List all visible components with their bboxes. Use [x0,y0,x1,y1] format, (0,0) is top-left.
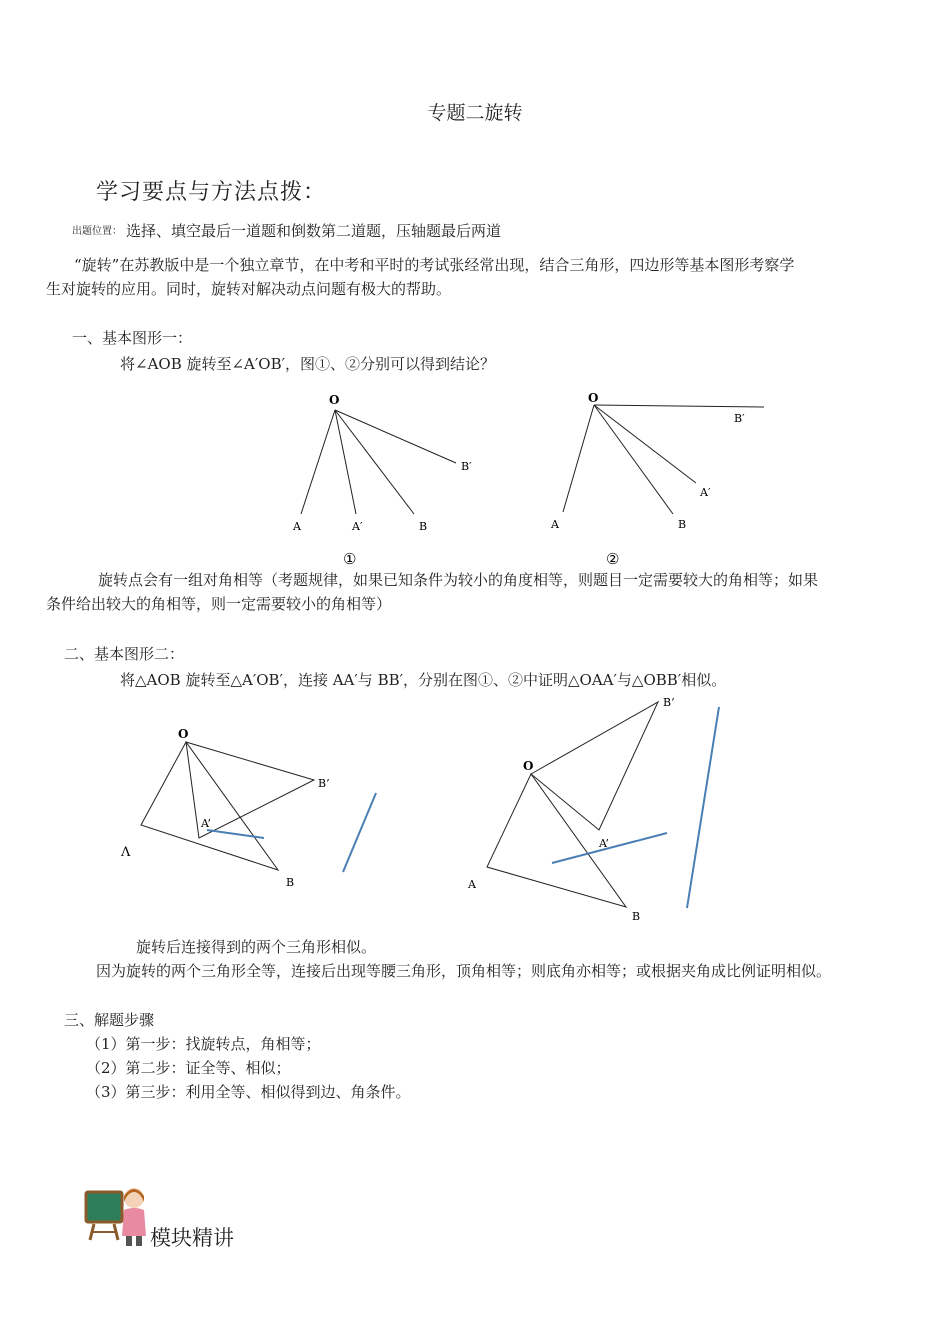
fig4-line-aa [552,833,667,863]
page-title: 专题二旋转 [427,102,523,124]
fig3-label-b: B [286,876,295,889]
fig4-triangles [487,702,658,907]
fig3-line-aa [207,830,264,838]
fig4-label-b-prime: B’ [663,696,675,709]
section1-note-line-2: 条件给出较大的角相等，则一定需要较小的角相等） [46,595,392,613]
fig1-angle [301,410,456,514]
fig4-label-b: B [632,910,641,923]
fig1-label-a-prime: A′ [352,520,363,533]
fig4-label-a: A [468,878,476,891]
fig3-label-a-prime: A’ [201,817,211,830]
fig1-label-a: A [293,520,301,533]
section2-question: 将△AOB 旋转至△A′OB′，连接 AA′与 BB′，分别在图①、②中证明△OAA′与△OBB′相似。 [120,671,727,689]
teacher-blackboard-icon [84,1180,154,1250]
position-label: 出题位置： [72,226,122,237]
section1-figures [0,380,950,570]
fig4-line-bb [687,707,719,908]
section2-conclusion-2: 因为旋转的两个三角形全等，连接后出现等腰三角形，顶角相等；则底角亦相等；或根据夹角成比例证明相似。 [96,962,832,980]
fig4-label-a-prime: A’ [599,837,609,850]
fig2-label-b: B [678,518,687,531]
fig2-label-b-prime: B′ [734,412,745,425]
fig1-label-o: O [329,393,340,407]
fig3-label-a: Λ [121,845,131,860]
fig2-label-o: O [588,391,599,405]
fig1-label-b-prime: B′ [461,460,472,473]
fig3-triangles [141,742,314,870]
step-2: （2）第二步：证全等、相似； [86,1059,291,1077]
section2-conclusion-1: 旋转后连接得到的两个三角形相似。 [136,938,377,956]
section1-question: 将∠AOB 旋转至∠A′OB′，图①、②分别可以得到结论？ [120,355,496,373]
study-heading: 学习要点与方法点拨： [96,180,327,205]
module-label: 模块精讲 [150,1226,234,1250]
fig2-label-a-prime: A′ [700,486,711,499]
section2-figures [0,690,950,930]
fig3-line-bb [343,793,376,872]
section1-heading: 一、基本图形一： [72,329,193,347]
step-1: （1）第一步：找旋转点，角相等； [86,1035,321,1053]
fig2-caption: ② [606,550,620,568]
fig2-label-a: A [551,518,559,531]
section1-note-line-1: 旋转点会有一组对角相等（考题规律，如果已知条件为较小的角度相等，则题目一定需要较大的角相等；如果 [98,571,819,589]
step-3: （3）第三步：利用全等、相似得到边、角条件。 [86,1083,411,1101]
intro-line-2: 生对旋转的应用。同时，旋转对解决动点问题有极大的帮助。 [46,280,452,298]
intro-line-1: “旋转”在苏教版中是一个独立章节，在中考和平时的考试张经常出现，结合三角形，四边形等基本图形考察学 [74,256,795,274]
fig3-label-b-prime: B’ [318,777,330,790]
fig4-label-o: O [523,759,534,773]
fig3-label-o: O [178,727,189,741]
section2-heading: 二、基本图形二： [64,645,185,663]
section3-heading: 三、解题步骤 [64,1011,155,1029]
fig1-caption: ① [343,550,357,568]
position-text: 选择、填空最后一道题和倒数第二道题，压轴题最后两道 [126,222,502,240]
fig1-label-b: B [419,520,428,533]
